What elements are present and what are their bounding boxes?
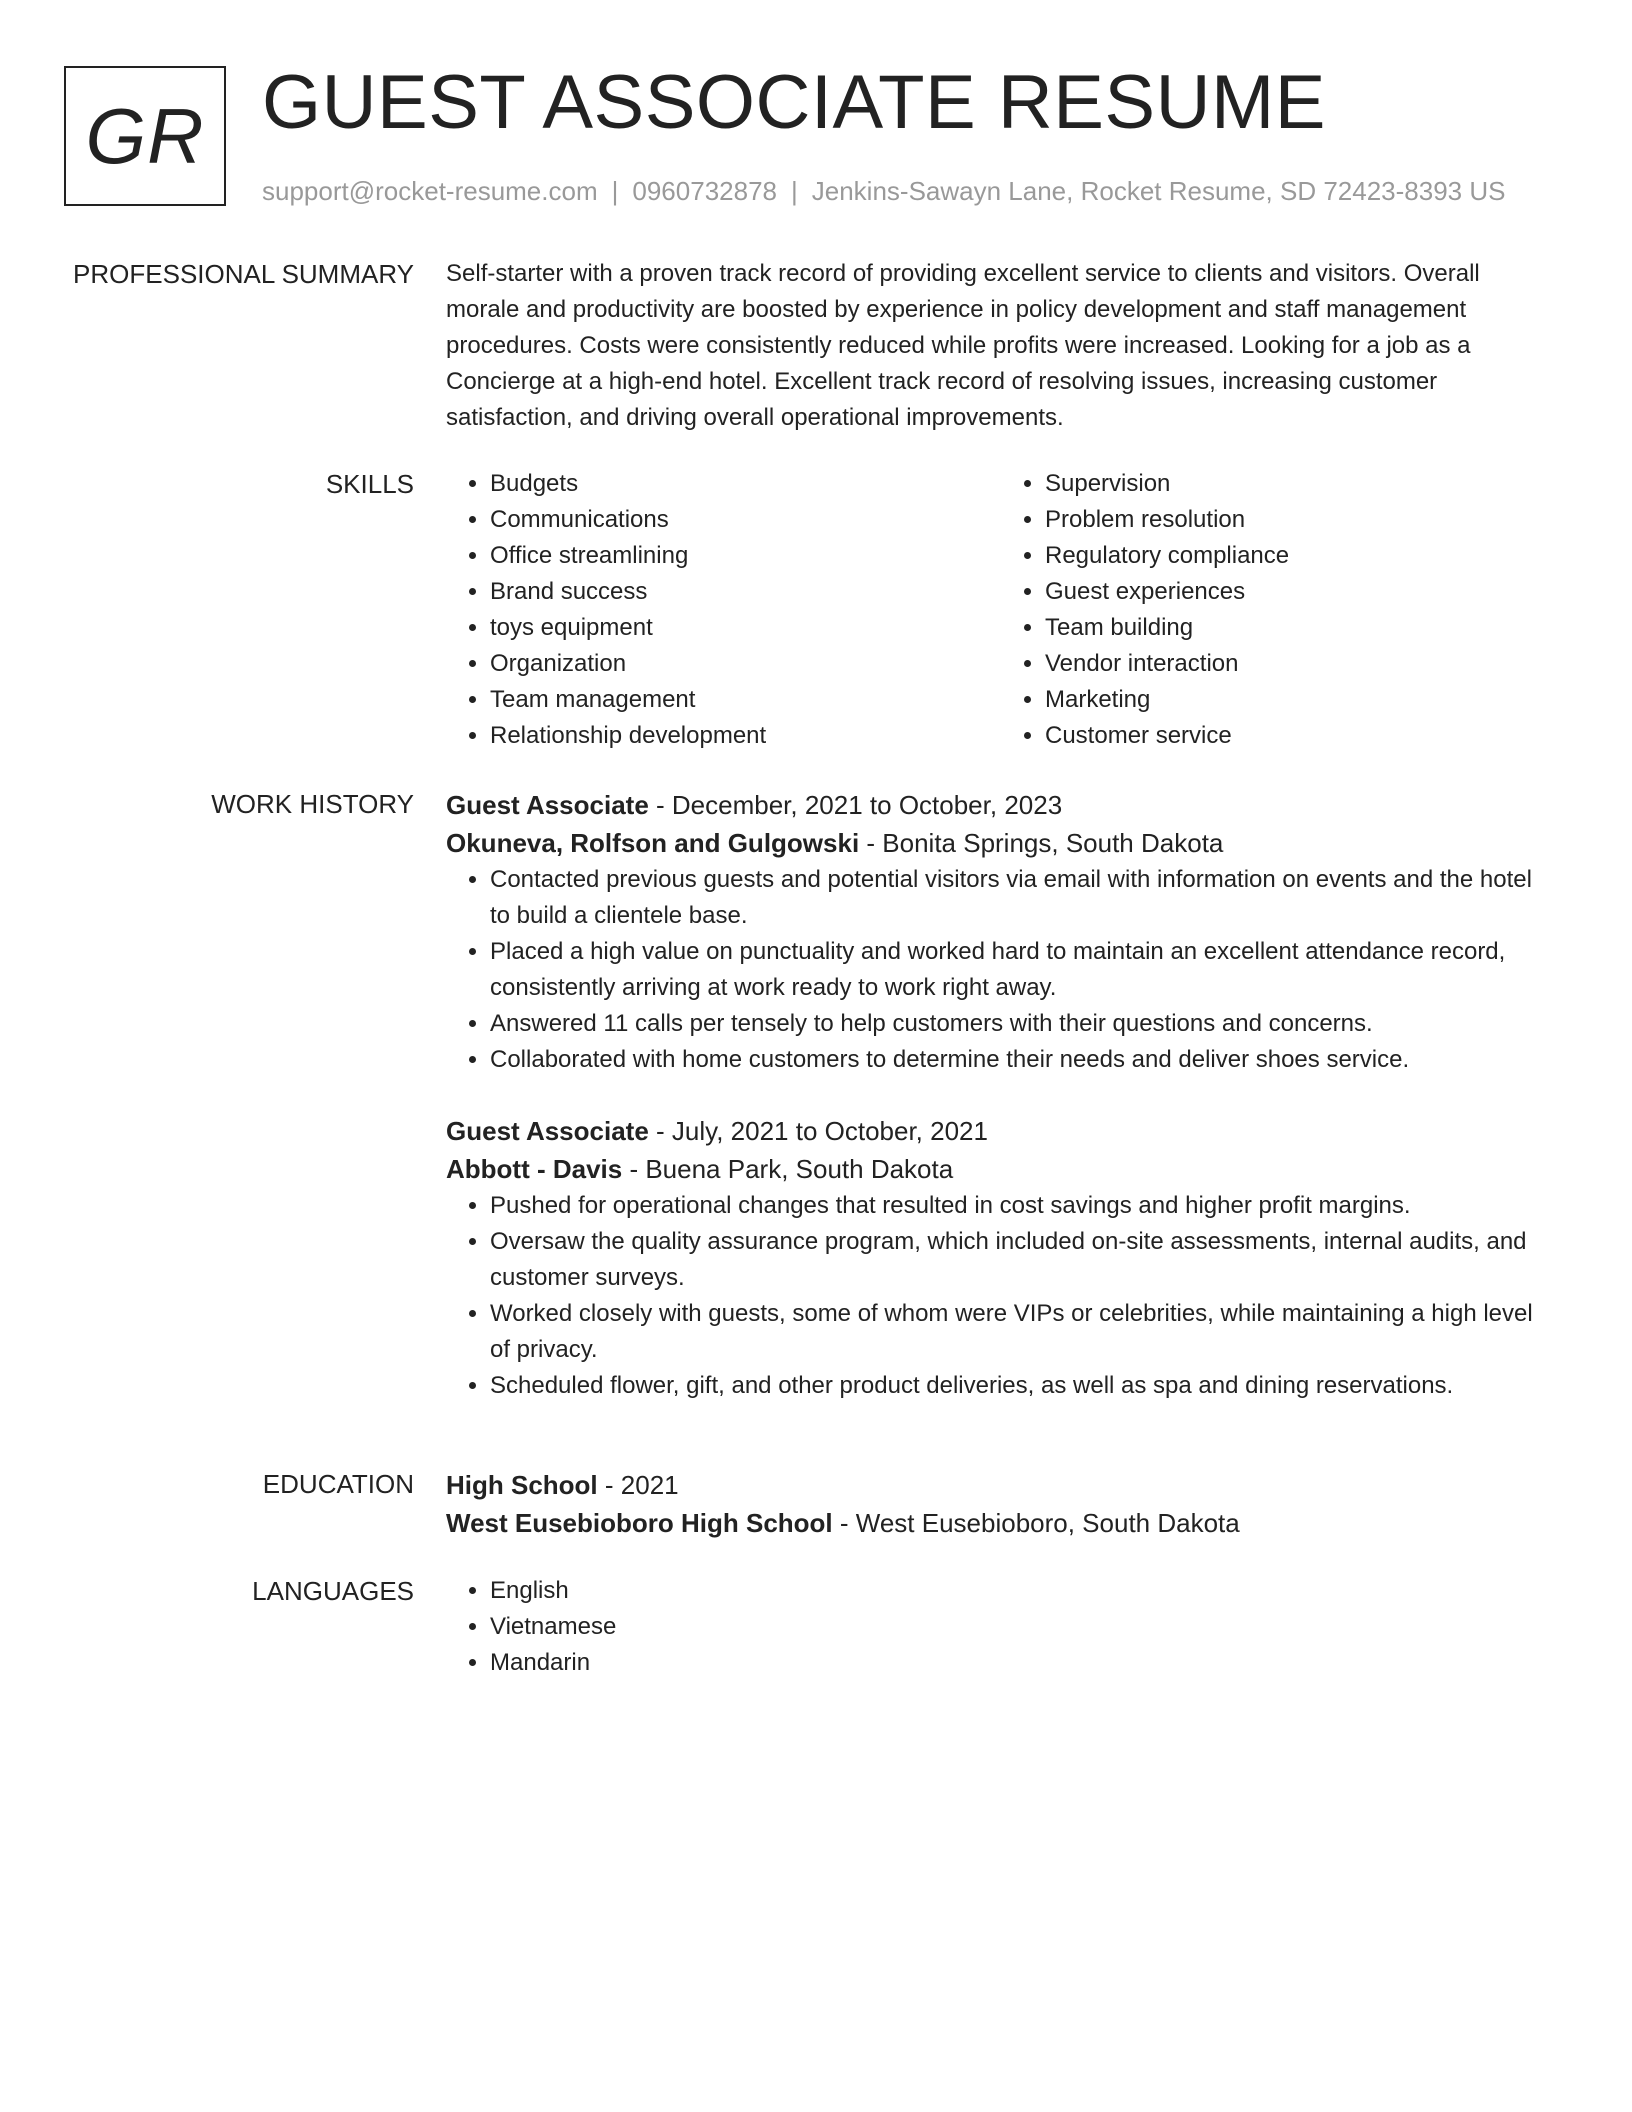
job-company: Okuneva, Rolfson and Gulgowski: [446, 828, 860, 858]
skills-body: [446, 466, 1556, 754]
skill-item: • Communications: [490, 502, 1001, 538]
monogram-box: GR: [64, 66, 226, 206]
job-entry: [446, 786, 1556, 1078]
skill-item: • Team management: [490, 682, 1001, 718]
job-bullet: • Placed a high value on punctuality and worked hard to maintain an excellent attendance record, consistently arriving at work ready to work right away.: [490, 934, 1556, 1006]
job-company-line: [446, 1150, 1556, 1188]
job-bullet: • Worked closely with guests, some of whom were VIPs or celebrities, while maintaining a high level of privacy.: [490, 1296, 1556, 1368]
job-bullet: • Answered 11 calls per tensely to help customers with their questions and concerns.: [490, 1006, 1556, 1042]
work-history-body: [446, 786, 1556, 1404]
skill-item: • Regulatory compliance: [1045, 538, 1556, 574]
languages-list: [446, 1573, 1556, 1681]
job-title: Guest Associate: [446, 790, 649, 820]
job-title-line: [446, 1112, 1556, 1150]
skill-item: • Organization: [490, 646, 1001, 682]
education-year: - 2021: [597, 1470, 679, 1500]
skill-item: • Office streamlining: [490, 538, 1001, 574]
education-school-line: [446, 1504, 1556, 1542]
education-school: West Eusebioboro High School: [446, 1508, 833, 1538]
job-bullet: • Oversaw the quality assurance program, which included on-site assessments, internal audits, and customer surveys.: [490, 1224, 1556, 1296]
summary-body: [446, 256, 1556, 436]
job-bullet-list: [446, 862, 1556, 1078]
skills-list-left: [446, 466, 1001, 754]
contact-email: support@rocket-resume.com: [262, 176, 598, 206]
contact-separator: |: [791, 176, 798, 206]
skill-item: • Vendor interaction: [1045, 646, 1556, 682]
summary-text: Self-starter with a proven track record of providing excellent service to clients and visitors. Overall morale and productivity are boosted by experience in policy development and staff management procedures. Costs were consistently reduced while profits were increased. Looking for a job as a Concierge at a high-end hotel. Excellent track record of resolving issues, increasing customer satisfaction, and driving overall operational improvements.: [446, 260, 1480, 431]
skill-item: • Marketing: [1045, 682, 1556, 718]
skill-item: • Guest experiences: [1045, 574, 1556, 610]
skill-item: • Budgets: [490, 466, 1001, 502]
education-degree: High School: [446, 1470, 598, 1500]
skill-item: • toys equipment: [490, 610, 1001, 646]
skill-item: • Brand success: [490, 574, 1001, 610]
language-item: • English: [490, 1573, 1556, 1609]
job-bullet: • Collaborated with home customers to determine their needs and deliver shoes service.: [490, 1042, 1556, 1078]
job-location: - Buena Park, South Dakota: [622, 1154, 954, 1184]
contact-phone: 0960732878: [632, 176, 777, 206]
education-degree-line: [446, 1466, 1556, 1504]
job-entry: [446, 1112, 1556, 1404]
skill-item: • Team building: [1045, 610, 1556, 646]
contact-line: [262, 174, 1505, 208]
section-label-education: EDUCATION: [262, 1469, 414, 1499]
skill-item: • Customer service: [1045, 718, 1556, 754]
job-title-line: [446, 786, 1556, 824]
section-label-work-history: WORK HISTORY: [211, 789, 414, 819]
language-item: • Mandarin: [490, 1645, 1556, 1681]
section-label-languages: LANGUAGES: [252, 1576, 414, 1606]
job-dates: - December, 2021 to October, 2023: [648, 790, 1063, 820]
contact-address: Jenkins-Sawayn Lane, Rocket Resume, SD 72423-8393 US: [811, 176, 1506, 206]
job-bullet: • Pushed for operational changes that resulted in cost savings and higher profit margins.: [490, 1188, 1556, 1224]
section-label-skills: SKILLS: [325, 469, 414, 499]
job-company-line: [446, 824, 1556, 862]
job-dates: - July, 2021 to October, 2021: [648, 1116, 988, 1146]
job-bullet-list: [446, 1188, 1556, 1404]
contact-separator: |: [611, 176, 619, 206]
job-company: Abbott - Davis: [446, 1154, 623, 1184]
job-bullet: • Scheduled flower, gift, and other product deliveries, as well as spa and dining reservations.: [490, 1368, 1556, 1404]
job-bullet: • Contacted previous guests and potential visitors via email with information on events and the hotel to build a clientele base.: [490, 862, 1556, 934]
skill-item: • Supervision: [1045, 466, 1556, 502]
skill-item: • Problem resolution: [1045, 502, 1556, 538]
languages-body: [446, 1573, 1556, 1681]
job-title: Guest Associate: [446, 1116, 649, 1146]
education-location: - West Eusebioboro, South Dakota: [832, 1508, 1240, 1538]
education-body: [446, 1466, 1556, 1542]
skill-item: • Relationship development: [490, 718, 1001, 754]
page-title: GUEST ASSOCIATE RESUME: [262, 60, 1326, 145]
section-label-summary: PROFESSIONAL SUMMARY: [73, 259, 414, 289]
language-item: • Vietnamese: [490, 1609, 1556, 1645]
job-location: - Bonita Springs, South Dakota: [859, 828, 1224, 858]
skills-list-right: [1001, 466, 1556, 754]
